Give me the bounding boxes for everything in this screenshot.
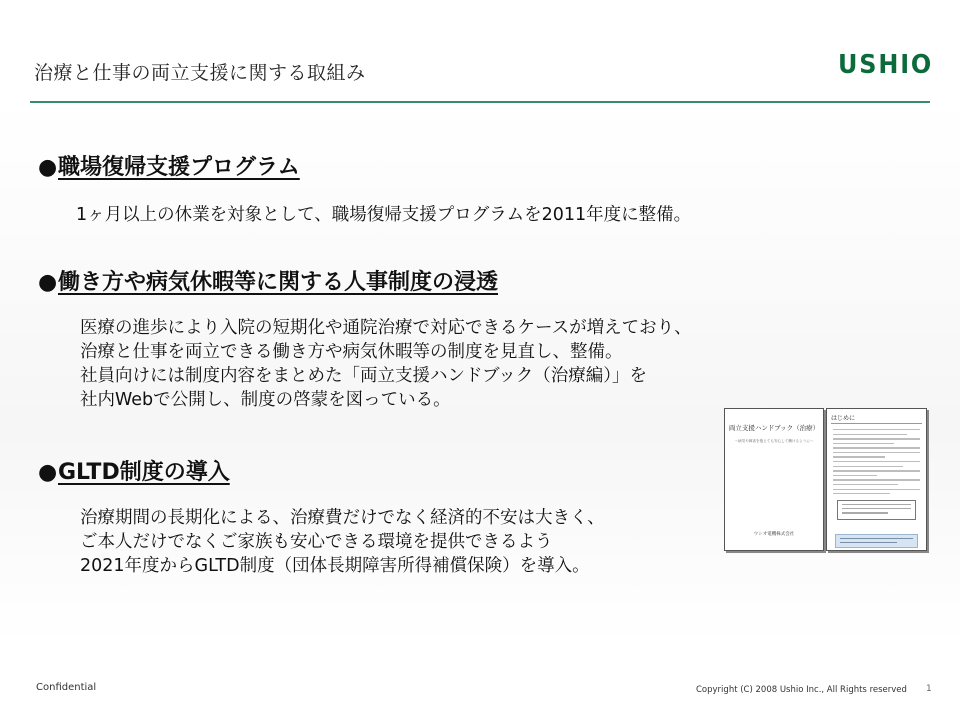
body-line: ご本人だけでなくご家族も安心できる環境を提供できるよう [80,532,553,552]
page-number: 1 [926,684,932,694]
handbook-cover-image [724,408,824,551]
copyright-notice: Copyright (C) 2008 Ushio Inc., All Rights reserved [696,685,907,695]
handbook-page-text-lines [833,429,920,498]
bullet-icon: ● [38,270,58,295]
handbook-cover-subtitle: ～病気や障害を抱えても安心して働けるように～ [734,439,814,443]
header-divider [30,101,930,103]
section-heading-return-program [38,150,300,181]
handbook-page-rule [831,423,922,424]
section-body [80,316,692,412]
section-heading-hr-policy [38,265,498,296]
handbook-page-note [835,534,918,548]
body-line: 2021年度からGLTD制度（団体長期障害所得補償保険）を導入。 [80,556,590,576]
bullet-icon: ● [38,155,58,180]
confidential-label: Confidential [36,682,97,693]
body-line: 社員向けには制度内容をまとめた「両立支援ハンドブック（治療編）」を [80,366,647,386]
body-line: 治療と仕事を両立できる働き方や病気休暇等の制度を見直し、整備。 [80,342,623,362]
ushio-logo: USHIO [838,50,934,80]
bullet-icon: ● [38,460,58,485]
body-line: 1ヶ月以上の休業を対象として、職場復帰支援プログラムを2011年度に整備。 [76,205,692,225]
handbook-cover-company: ウシオ電機株式会社 [753,532,795,537]
section-title: 働き方や病気休暇等に関する人事制度の浸透 [58,270,499,295]
body-line: 医療の進歩により入院の短期化や通院治療で対応できるケースが増えており、 [80,318,692,338]
body-line: 治療期間の長期化による、治療費だけでなく経済的不安は大きく、 [80,508,605,528]
handbook-cover-title: 両立支援ハンドブック（治療） [728,424,820,432]
body-line: 社内Webで公開し、制度の啓蒙を図っている。 [80,390,451,410]
slide-title: 治療と仕事の両立支援に関する取組み [34,62,366,84]
section-heading-gltd [38,455,230,486]
section-body [80,506,605,578]
section-title: GLTD制度の導入 [58,460,230,485]
handbook-page-box [837,500,916,520]
handbook-page-heading: はじめに [831,415,856,422]
section-body [76,203,691,227]
section-title: 職場復帰支援プログラム [58,155,300,180]
handbook-page-image [826,408,927,551]
